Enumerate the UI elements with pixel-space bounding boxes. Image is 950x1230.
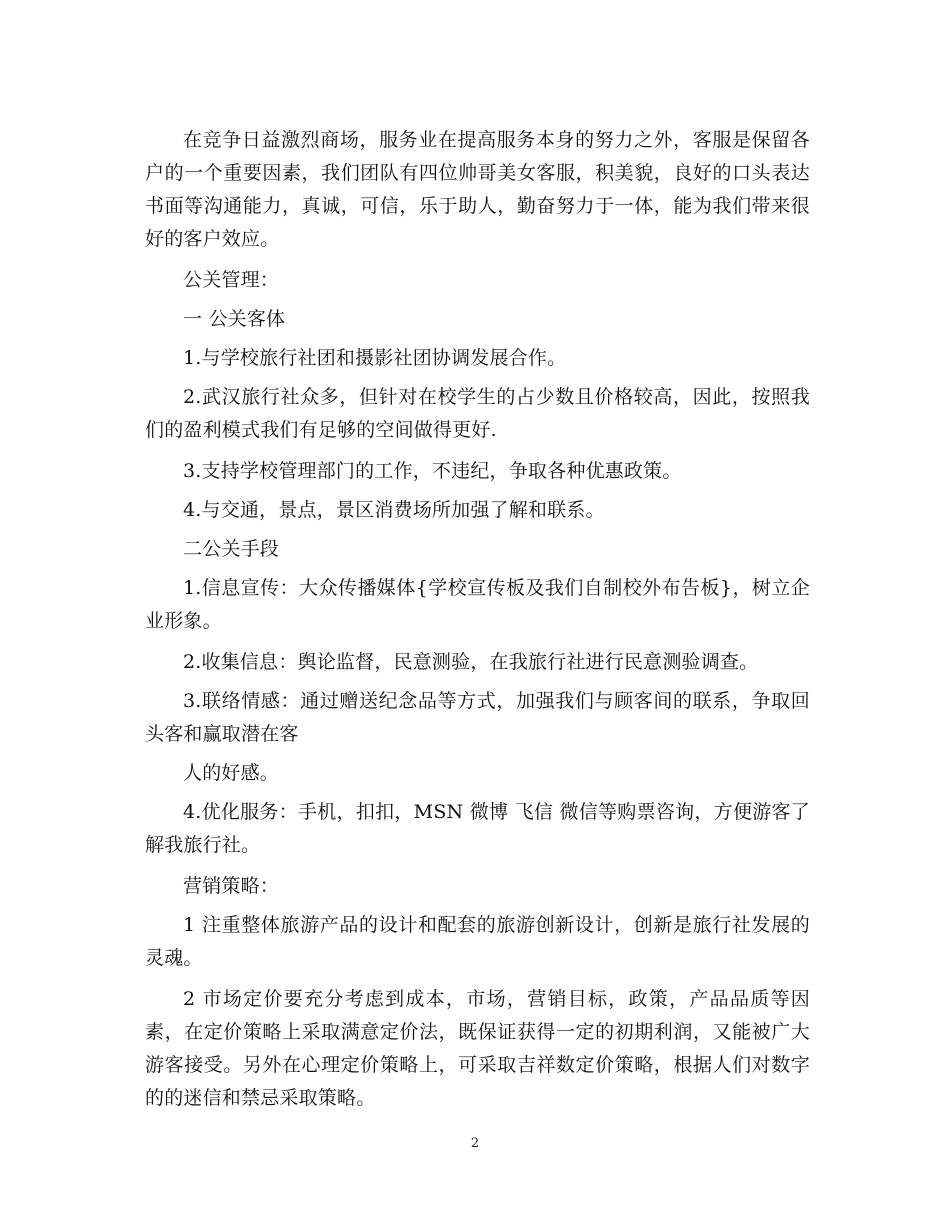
heading-pr-objects: 一 公关客体 [183,308,286,330]
page-number: 2 [470,1136,480,1151]
paragraph-customer-service: 在竞争日益激烈商场，服务业在提高服务本身的努力之外，客服是保留各户的一个重要因素，我们团队有四位帅哥美女客服，积美貌，良好的口头表达 书面等沟通能力，真诚，可信，乐于助人，勤奋努力于一体，能为我们带来很好的客户效应。 [145,129,810,250]
list-item-pr-method-2: 2.收集信息：舆论监督，民意测验，在我旅行社进行民意测验调查。 [183,651,759,673]
list-item-marketing-1: 1 注重整体旅游产品的设计和配套的旅游创新设计，创新是旅行社发展的灵魂。 [145,914,810,969]
list-item-pr-method-4: 4.优化服务：手机，扣扣，MSN 微博 飞信 微信等购票咨询，方便游客了解我旅行社。 [145,801,810,856]
list-item-pr-object-2: 2.武汉旅行社众多，但针对在校学生的占少数且价格较高，因此，按照我们的盈利模式我们有足够的空间做得更好. [145,386,810,441]
list-item-pr-object-4: 4.与交通，景点，景区消费场所加强了解和联系。 [183,499,605,521]
heading-public-relations: 公关管理： [183,269,280,291]
heading-pr-methods: 二公关手段 [183,538,280,560]
heading-marketing-strategy: 营销策略： [183,875,280,897]
list-item-pr-object-3: 3.支持学校管理部门的工作，不违纪，争取各种优惠政策。 [183,460,682,482]
list-item-pr-method-1: 1.信息宣传：大众传播媒体{学校宣传板及我们自制校外布告板}，树立企业形象。 [145,577,810,632]
list-item-pr-method-3: 3.联络情感：通过赠送纪念品等方式，加强我们与顾客间的联系，争取回头客和赢取潜在客 [145,690,810,745]
list-item-pr-method-3-continued: 人的好感。 [183,762,280,784]
document-body [145,124,810,1123]
list-item-marketing-2: 2 市场定价要充分考虑到成本，市场，营销目标，政策，产品品质等因素，在定价策略上采取满意定价法，既保证获得一定的初期利润，又能被广大游客接受。另外在心理定价策略上，可采取吉祥数定价策略，根据人们对数字的的迷信和禁忌采取策略。 [145,988,810,1109]
list-item-pr-object-1: 1.与学校旅行社团和摄影社团协调发展合作。 [183,347,567,369]
